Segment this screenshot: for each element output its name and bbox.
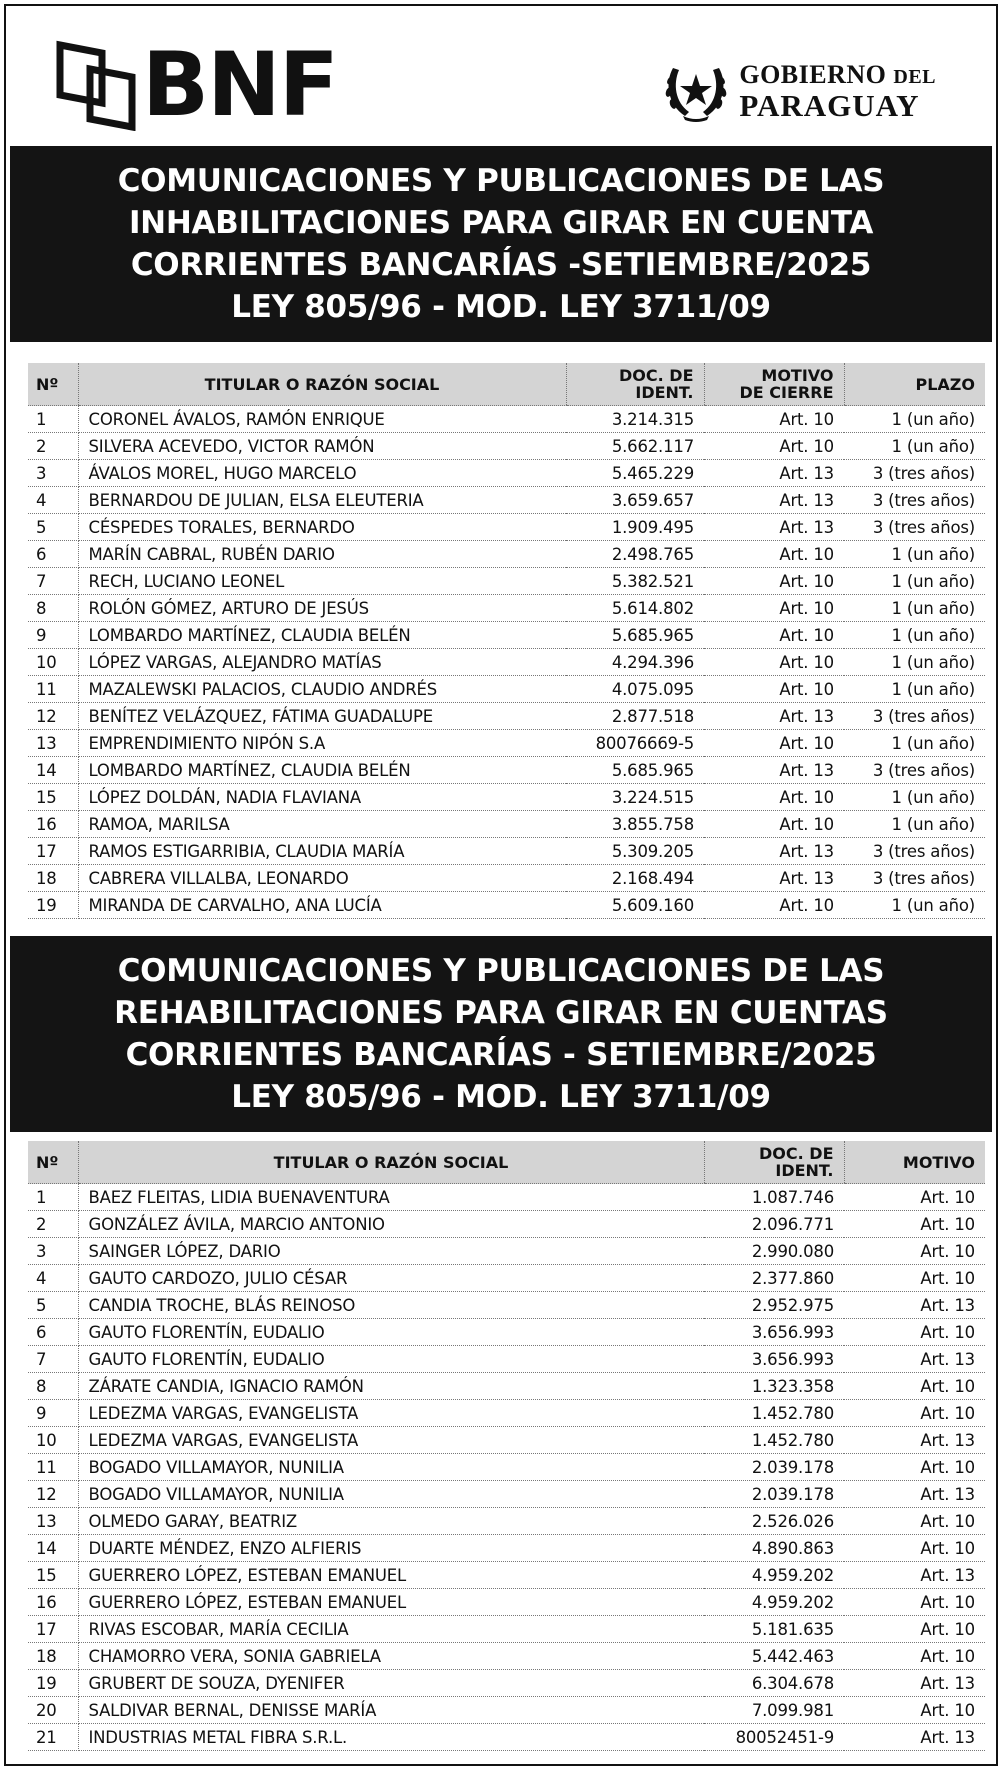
closure-reason: Art. 10: [704, 784, 844, 811]
coat-of-arms-icon: [663, 60, 729, 122]
table-row: [28, 595, 985, 622]
holder-name: MAZALEWSKI PALACIOS, CLAUDIO ANDRÉS: [78, 676, 566, 703]
header-num: Nº: [28, 1141, 78, 1184]
term: 1 (un año): [844, 676, 985, 703]
page-frame: [4, 4, 998, 1766]
table-header-row: [28, 1141, 985, 1184]
holder-name: SALDIVAR BERNAL, DENISSE MARÍA: [78, 1697, 704, 1724]
holder-name: EMPRENDIMIENTO NIPÓN S.A: [78, 730, 566, 757]
gobierno-word: GOBIERNO: [739, 59, 887, 89]
id-document: 4.890.863: [704, 1535, 844, 1562]
term: 3 (tres años): [844, 487, 985, 514]
reason: Art. 10: [844, 1508, 985, 1535]
id-document: 5.181.635: [704, 1616, 844, 1643]
holder-name: ZÁRATE CANDIA, IGNACIO RAMÓN: [78, 1373, 704, 1400]
closure-reason: Art. 13: [704, 838, 844, 865]
table-row: [28, 1211, 985, 1238]
closure-reason: Art. 10: [704, 568, 844, 595]
row-number: 7: [28, 1346, 78, 1373]
row-number: 8: [28, 1373, 78, 1400]
holder-name: ROLÓN GÓMEZ, ARTURO DE JESÚS: [78, 595, 566, 622]
id-document: 2.498.765: [566, 541, 704, 568]
table-row: [28, 1535, 985, 1562]
holder-name: RAMOS ESTIGARRIBIA, CLAUDIA MARÍA: [78, 838, 566, 865]
row-number: 17: [28, 838, 78, 865]
reason: Art. 10: [844, 1589, 985, 1616]
id-document: 1.452.780: [704, 1400, 844, 1427]
title-line: CORRIENTES BANCARÍAS -SETIEMBRE/2025: [130, 247, 872, 283]
table-row: [28, 433, 985, 460]
table-row: [28, 1292, 985, 1319]
id-document: 4.075.095: [566, 676, 704, 703]
table-row: [28, 1454, 985, 1481]
reason: Art. 10: [844, 1643, 985, 1670]
header-motivo: MOTIVO: [844, 1141, 985, 1184]
id-document: 5.309.205: [566, 838, 704, 865]
id-document: 1.323.358: [704, 1373, 844, 1400]
id-document: 4.959.202: [704, 1562, 844, 1589]
row-number: 15: [28, 1562, 78, 1589]
holder-name: INDUSTRIAS METAL FIBRA S.R.L.: [78, 1724, 704, 1751]
id-document: 1.452.780: [704, 1427, 844, 1454]
table-row: [28, 1238, 985, 1265]
table-row: [28, 703, 985, 730]
id-document: 80052451-9: [704, 1724, 844, 1751]
inhabilitaciones-title-banner: [10, 146, 992, 342]
id-document: 2.039.178: [704, 1454, 844, 1481]
row-number: 16: [28, 1589, 78, 1616]
row-number: 14: [28, 1535, 78, 1562]
holder-name: GONZÁLEZ ÁVILA, MARCIO ANTONIO: [78, 1211, 704, 1238]
closure-reason: Art. 10: [704, 622, 844, 649]
row-number: 2: [28, 1211, 78, 1238]
row-number: 18: [28, 865, 78, 892]
term: 1 (un año): [844, 406, 985, 433]
holder-name: RECH, LUCIANO LEONEL: [78, 568, 566, 595]
id-document: 2.039.178: [704, 1481, 844, 1508]
table-row: [28, 838, 985, 865]
closure-reason: Art. 13: [704, 703, 844, 730]
reason: Art. 10: [844, 1238, 985, 1265]
holder-name: LEDEZMA VARGAS, EVANGELISTA: [78, 1427, 704, 1454]
closure-reason: Art. 13: [704, 514, 844, 541]
id-document: 2.168.494: [566, 865, 704, 892]
term: 1 (un año): [844, 595, 985, 622]
holder-name: DUARTE MÉNDEZ, ENZO ALFIERIS: [78, 1535, 704, 1562]
header-name: TITULAR O RAZÓN SOCIAL: [78, 363, 566, 406]
reason: Art. 10: [844, 1616, 985, 1643]
closure-reason: Art. 13: [704, 460, 844, 487]
id-document: 5.442.463: [704, 1643, 844, 1670]
row-number: 9: [28, 1400, 78, 1427]
table-row: [28, 622, 985, 649]
id-document: 2.096.771: [704, 1211, 844, 1238]
closure-reason: Art. 10: [704, 433, 844, 460]
row-number: 21: [28, 1724, 78, 1751]
row-number: 4: [28, 1265, 78, 1292]
bnf-logo: [56, 34, 337, 136]
title-line: COMUNICACIONES Y PUBLICACIONES DE LAS: [117, 163, 885, 199]
table-row: [28, 1319, 985, 1346]
table-row: [28, 1724, 985, 1751]
rehabilitaciones-title-banner: [10, 936, 992, 1132]
id-document: 7.099.981: [704, 1697, 844, 1724]
table-row: [28, 487, 985, 514]
table-row: [28, 649, 985, 676]
table-row: [28, 676, 985, 703]
bnf-squares-icon: [56, 39, 136, 131]
row-number: 10: [28, 1427, 78, 1454]
term: 1 (un año): [844, 892, 985, 919]
title-line: LEY 805/96 - MOD. LEY 3711/09: [231, 1079, 771, 1115]
term: 1 (un año): [844, 433, 985, 460]
table-row: [28, 1184, 985, 1211]
holder-name: GAUTO CARDOZO, JULIO CÉSAR: [78, 1265, 704, 1292]
term: 1 (un año): [844, 568, 985, 595]
reason: Art. 13: [844, 1724, 985, 1751]
row-number: 10: [28, 649, 78, 676]
closure-reason: Art. 13: [704, 757, 844, 784]
table-row: [28, 541, 985, 568]
row-number: 17: [28, 1616, 78, 1643]
row-number: 18: [28, 1643, 78, 1670]
id-document: 5.662.117: [566, 433, 704, 460]
holder-name: GUERRERO LÓPEZ, ESTEBAN EMANUEL: [78, 1589, 704, 1616]
id-document: 1.909.495: [566, 514, 704, 541]
reason: Art. 10: [844, 1211, 985, 1238]
row-number: 13: [28, 1508, 78, 1535]
row-number: 6: [28, 541, 78, 568]
id-document: 4.294.396: [566, 649, 704, 676]
holder-name: SAINGER LÓPEZ, DARIO: [78, 1238, 704, 1265]
term: 1 (un año): [844, 541, 985, 568]
bnf-wordmark: BNF: [142, 33, 337, 136]
id-document: 3.214.315: [566, 406, 704, 433]
holder-name: ÁVALOS MOREL, HUGO MARCELO: [78, 460, 566, 487]
row-number: 4: [28, 487, 78, 514]
row-number: 9: [28, 622, 78, 649]
holder-name: CÉSPEDES TORALES, BERNARDO: [78, 514, 566, 541]
row-number: 1: [28, 1184, 78, 1211]
table-row: [28, 1373, 985, 1400]
row-number: 8: [28, 595, 78, 622]
row-number: 20: [28, 1697, 78, 1724]
table-row: [28, 1508, 985, 1535]
row-number: 19: [28, 892, 78, 919]
row-number: 1: [28, 406, 78, 433]
row-number: 3: [28, 460, 78, 487]
id-document: 2.377.860: [704, 1265, 844, 1292]
row-number: 11: [28, 676, 78, 703]
closure-reason: Art. 13: [704, 865, 844, 892]
paraguay-word: PARAGUAY: [739, 87, 920, 123]
row-number: 19: [28, 1670, 78, 1697]
table-row: [28, 811, 985, 838]
id-document: 1.087.746: [704, 1184, 844, 1211]
holder-name: CABRERA VILLALBA, LEONARDO: [78, 865, 566, 892]
table-row: [28, 406, 985, 433]
header: [6, 6, 996, 146]
id-document: 4.959.202: [704, 1589, 844, 1616]
row-number: 6: [28, 1319, 78, 1346]
holder-name: MIRANDA DE CARVALHO, ANA LUCÍA: [78, 892, 566, 919]
title-line: REHABILITACIONES PARA GIRAR EN CUENTAS: [114, 995, 888, 1031]
closure-reason: Art. 10: [704, 595, 844, 622]
holder-name: LOMBARDO MARTÍNEZ, CLAUDIA BELÉN: [78, 622, 566, 649]
term: 1 (un año): [844, 649, 985, 676]
table-row: [28, 514, 985, 541]
term: 1 (un año): [844, 622, 985, 649]
holder-name: GAUTO FLORENTÍN, EUDALIO: [78, 1319, 704, 1346]
holder-name: GUERRERO LÓPEZ, ESTEBAN EMANUEL: [78, 1562, 704, 1589]
reason: Art. 13: [844, 1346, 985, 1373]
gobierno-wordmark: [739, 59, 936, 123]
del-word: DEL: [893, 65, 936, 88]
closure-reason: Art. 10: [704, 676, 844, 703]
closure-reason: Art. 10: [704, 730, 844, 757]
table-row: [28, 1346, 985, 1373]
closure-reason: Art. 10: [704, 811, 844, 838]
id-document: 3.224.515: [566, 784, 704, 811]
holder-name: CHAMORRO VERA, SONIA GABRIELA: [78, 1643, 704, 1670]
row-number: 11: [28, 1454, 78, 1481]
term: 1 (un año): [844, 811, 985, 838]
header-doc: DOC. DE IDENT.: [566, 363, 704, 406]
reason: Art. 13: [844, 1292, 985, 1319]
id-document: 2.877.518: [566, 703, 704, 730]
closure-reason: Art. 10: [704, 541, 844, 568]
table-row: [28, 730, 985, 757]
reason: Art. 13: [844, 1670, 985, 1697]
header-name: TITULAR O RAZÓN SOCIAL: [78, 1141, 704, 1184]
closure-reason: Art. 10: [704, 892, 844, 919]
table-header-row: [28, 363, 985, 406]
table-row: [28, 1427, 985, 1454]
closure-reason: Art. 10: [704, 406, 844, 433]
holder-name: OLMEDO GARAY, BEATRIZ: [78, 1508, 704, 1535]
row-number: 16: [28, 811, 78, 838]
table-row: [28, 568, 985, 595]
holder-name: LÓPEZ VARGAS, ALEJANDRO MATÍAS: [78, 649, 566, 676]
term: 1 (un año): [844, 784, 985, 811]
holder-name: RAMOA, MARILSA: [78, 811, 566, 838]
table-row: [28, 784, 985, 811]
reason: Art. 10: [844, 1319, 985, 1346]
holder-name: LEDEZMA VARGAS, EVANGELISTA: [78, 1400, 704, 1427]
term: 3 (tres años): [844, 757, 985, 784]
reason: Art. 10: [844, 1697, 985, 1724]
closure-reason: Art. 13: [704, 487, 844, 514]
table-row: [28, 1400, 985, 1427]
reason: Art. 13: [844, 1481, 985, 1508]
holder-name: MARÍN CABRAL, RUBÉN DARIO: [78, 541, 566, 568]
holder-name: BAEZ FLEITAS, LIDIA BUENAVENTURA: [78, 1184, 704, 1211]
term: 3 (tres años): [844, 460, 985, 487]
table-row: [28, 1265, 985, 1292]
id-document: 5.609.160: [566, 892, 704, 919]
row-number: 12: [28, 703, 78, 730]
holder-name: LOMBARDO MARTÍNEZ, CLAUDIA BELÉN: [78, 757, 566, 784]
holder-name: BOGADO VILLAMAYOR, NUNILIA: [78, 1454, 704, 1481]
id-document: 2.952.975: [704, 1292, 844, 1319]
id-document: 3.656.993: [704, 1319, 844, 1346]
reason: Art. 10: [844, 1184, 985, 1211]
id-document: 3.656.993: [704, 1346, 844, 1373]
holder-name: RIVAS ESCOBAR, MARÍA CECILIA: [78, 1616, 704, 1643]
row-number: 15: [28, 784, 78, 811]
reason: Art. 10: [844, 1454, 985, 1481]
id-document: 5.382.521: [566, 568, 704, 595]
table-row: [28, 892, 985, 919]
term: 3 (tres años): [844, 514, 985, 541]
id-document: 5.465.229: [566, 460, 704, 487]
id-document: 6.304.678: [704, 1670, 844, 1697]
holder-name: SILVERA ACEVEDO, VICTOR RAMÓN: [78, 433, 566, 460]
closure-reason: Art. 10: [704, 649, 844, 676]
inhabilitaciones-table: [28, 363, 985, 919]
row-number: 3: [28, 1238, 78, 1265]
term: 1 (un año): [844, 730, 985, 757]
id-document: 5.685.965: [566, 622, 704, 649]
reason: Art. 10: [844, 1373, 985, 1400]
title-line: COMUNICACIONES Y PUBLICACIONES DE LAS: [117, 953, 885, 989]
gobierno-logo: [663, 60, 936, 122]
reason: Art. 13: [844, 1562, 985, 1589]
holder-name: GRUBERT DE SOUZA, DYENIFER: [78, 1670, 704, 1697]
rehabilitaciones-table: [28, 1141, 985, 1751]
row-number: 12: [28, 1481, 78, 1508]
term: 3 (tres años): [844, 838, 985, 865]
holder-name: LÓPEZ DOLDÁN, NADIA FLAVIANA: [78, 784, 566, 811]
holder-name: GAUTO FLORENTÍN, EUDALIO: [78, 1346, 704, 1373]
table-row: [28, 460, 985, 487]
reason: Art. 10: [844, 1535, 985, 1562]
term: 3 (tres años): [844, 703, 985, 730]
table-row: [28, 1616, 985, 1643]
row-number: 5: [28, 1292, 78, 1319]
id-document: 3.659.657: [566, 487, 704, 514]
table-row: [28, 865, 985, 892]
table-row: [28, 1481, 985, 1508]
row-number: 2: [28, 433, 78, 460]
title-line: INHABILITACIONES PARA GIRAR EN CUENTA: [128, 205, 874, 241]
holder-name: BERNARDOU DE JULIAN, ELSA ELEUTERIA: [78, 487, 566, 514]
reason: Art. 13: [844, 1427, 985, 1454]
holder-name: CANDIA TROCHE, BLÁS REINOSO: [78, 1292, 704, 1319]
id-document: 2.526.026: [704, 1508, 844, 1535]
id-document: 5.614.802: [566, 595, 704, 622]
reason: Art. 10: [844, 1265, 985, 1292]
term: 3 (tres años): [844, 865, 985, 892]
row-number: 13: [28, 730, 78, 757]
header-doc: DOC. DE IDENT.: [704, 1141, 844, 1184]
row-number: 5: [28, 514, 78, 541]
table-row: [28, 1670, 985, 1697]
header-motivo: MOTIVO DE CIERRE: [704, 363, 844, 406]
id-document: 5.685.965: [566, 757, 704, 784]
header-num: Nº: [28, 363, 78, 406]
table-row: [28, 1562, 985, 1589]
table-row: [28, 1589, 985, 1616]
title-line: CORRIENTES BANCARÍAS - SETIEMBRE/2025: [125, 1037, 877, 1073]
table-row: [28, 757, 985, 784]
holder-name: CORONEL ÁVALOS, RAMÓN ENRIQUE: [78, 406, 566, 433]
header-plazo: PLAZO: [844, 363, 985, 406]
row-number: 14: [28, 757, 78, 784]
row-number: 7: [28, 568, 78, 595]
holder-name: BOGADO VILLAMAYOR, NUNILIA: [78, 1481, 704, 1508]
holder-name: BENÍTEZ VELÁZQUEZ, FÁTIMA GUADALUPE: [78, 703, 566, 730]
title-line: LEY 805/96 - MOD. LEY 3711/09: [231, 289, 771, 325]
table-row: [28, 1697, 985, 1724]
id-document: 3.855.758: [566, 811, 704, 838]
id-document: 80076669-5: [566, 730, 704, 757]
table-row: [28, 1643, 985, 1670]
id-document: 2.990.080: [704, 1238, 844, 1265]
reason: Art. 10: [844, 1400, 985, 1427]
